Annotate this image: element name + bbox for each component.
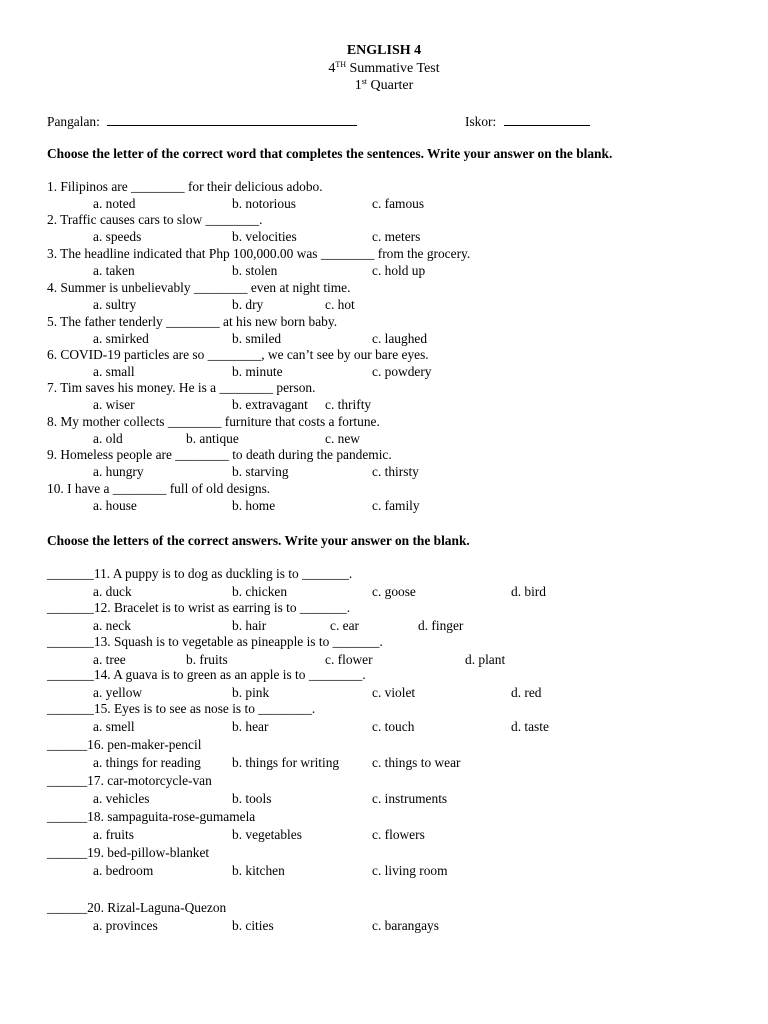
question-11: _______11. A puppy is to dog as duckling is to _______. xyxy=(47,566,353,581)
choice-option: c. powdery xyxy=(372,364,432,379)
choice-option: a. old xyxy=(93,431,123,446)
choice-option: d. taste xyxy=(511,719,549,734)
choice-option: b. extravagant xyxy=(232,397,308,412)
question-5: 5. The father tenderly ________ at his new born baby. xyxy=(47,314,338,329)
choice-option: a. provinces xyxy=(93,918,158,933)
choice-option: a. taken xyxy=(93,263,135,278)
question-12: _______12. Bracelet is to wrist as earring is to _______. xyxy=(47,600,351,615)
score-field xyxy=(465,112,590,130)
question-2: 2. Traffic causes cars to slow ________. xyxy=(47,212,263,227)
quarter-suffix: st xyxy=(361,77,368,86)
name-label: Pangalan: xyxy=(47,114,100,129)
choice-option: b. chicken xyxy=(232,584,288,599)
choice-option: a. smirked xyxy=(93,331,149,346)
test-title: ENGLISH 4 xyxy=(346,43,422,58)
quarter-number: 1 xyxy=(354,78,362,93)
choice-option: b. smiled xyxy=(232,331,282,346)
choice-option: c. thrifty xyxy=(325,397,372,412)
choice-option: c. goose xyxy=(372,584,416,599)
question-4: 4. Summer is unbelievably ________ even at night time. xyxy=(47,280,351,295)
choice-option: b. notorious xyxy=(232,196,296,211)
choice-option: a. speeds xyxy=(93,229,142,244)
question-9: 9. Homeless people are ________ to death during the pandemic. xyxy=(47,447,392,462)
quarter-label xyxy=(0,78,768,94)
test-number-suffix: TH xyxy=(335,60,346,69)
choice-option: d. bird xyxy=(511,584,546,599)
name-field xyxy=(47,112,357,130)
choice-option: b. stolen xyxy=(232,263,278,278)
choice-option: a. things for reading xyxy=(93,755,201,770)
section-2-instruction: Choose the letters of the correct answers. Write your answer on the blank. xyxy=(47,533,470,548)
choice-option: c. violet xyxy=(372,685,416,700)
score-label: Iskor: xyxy=(465,114,497,129)
choice-option: c. family xyxy=(372,498,420,513)
name-blank[interactable] xyxy=(107,112,357,126)
choice-option: c. things to wear xyxy=(372,755,461,770)
question-15: _______15. Eyes is to see as nose is to ________. xyxy=(47,701,316,716)
question-20: ______20. Rizal-Laguna-Quezon xyxy=(47,900,227,915)
choice-option: b. pink xyxy=(232,685,270,700)
choice-option: c. thirsty xyxy=(372,464,419,479)
choice-option: d. red xyxy=(511,685,542,700)
choice-option: c. flowers xyxy=(372,827,425,842)
choice-option: b. antique xyxy=(186,431,239,446)
choice-option: b. minute xyxy=(232,364,283,379)
choice-option: d. finger xyxy=(418,618,464,633)
choice-option: a. smell xyxy=(93,719,135,734)
choice-option: b. starving xyxy=(232,464,289,479)
section-1-instruction: Choose the letter of the correct word that completes the sentences. Write your answer on the blank. xyxy=(47,146,613,161)
question-7: 7. Tim saves his money. He is a ________ person. xyxy=(47,380,316,395)
choice-option: c. instruments xyxy=(372,791,448,806)
choice-option: a. neck xyxy=(93,618,131,633)
question-17: ______17. car-motorcycle-van xyxy=(47,773,212,788)
question-10: 10. I have a ________ full of old designs. xyxy=(47,481,271,496)
choice-option: a. house xyxy=(93,498,137,513)
choice-option: a. noted xyxy=(93,196,136,211)
question-8: 8. My mother collects ________ furniture that costs a fortune. xyxy=(47,414,380,429)
choice-option: a. hungry xyxy=(93,464,144,479)
choice-option: b. dry xyxy=(232,297,264,312)
choice-option: b. cities xyxy=(232,918,274,933)
test-number: 4 xyxy=(328,61,336,76)
choice-option: a. vehicles xyxy=(93,791,150,806)
choice-option: a. fruits xyxy=(93,827,134,842)
choice-option: a. tree xyxy=(93,652,126,667)
question-3: 3. The headline indicated that Php 100,000.00 was ________ from the grocery. xyxy=(47,246,471,261)
test-subtitle xyxy=(0,61,768,77)
choice-option: b. vegetables xyxy=(232,827,302,842)
choice-option: a. sultry xyxy=(93,297,137,312)
choice-option: c. hot xyxy=(325,297,355,312)
choice-option: c. barangays xyxy=(372,918,439,933)
choice-option: a. duck xyxy=(93,584,132,599)
choice-option: c. meters xyxy=(372,229,421,244)
choice-option: b. velocities xyxy=(232,229,297,244)
question-13: _______13. Squash is to vegetable as pineapple is to _______. xyxy=(47,634,383,649)
choice-option: c. famous xyxy=(372,196,425,211)
choice-option: c. flower xyxy=(325,652,373,667)
question-18: ______18. sampaguita-rose-gumamela xyxy=(47,809,256,824)
choice-option: c. laughed xyxy=(372,331,428,346)
score-blank[interactable] xyxy=(504,112,590,126)
question-14: _______14. A guava is to green as an apple is to ________. xyxy=(47,667,366,682)
choice-option: b. tools xyxy=(232,791,272,806)
question-16: ______16. pen-maker-pencil xyxy=(47,737,202,752)
choice-option: c. ear xyxy=(330,618,359,633)
choice-option: b. hear xyxy=(232,719,269,734)
choice-option: c. hold up xyxy=(372,263,426,278)
choice-option: b. things for writing xyxy=(232,755,340,770)
choice-option: a. yellow xyxy=(93,685,143,700)
choice-option: c. living room xyxy=(372,863,448,878)
choice-option: b. hair xyxy=(232,618,267,633)
choice-option: a. bedroom xyxy=(93,863,154,878)
choice-option: c. new xyxy=(325,431,360,446)
choice-option: a. small xyxy=(93,364,135,379)
question-19: ______19. bed-pillow-blanket xyxy=(47,845,210,860)
question-6: 6. COVID-19 particles are so ________, we can’t see by our bare eyes. xyxy=(47,347,429,362)
quarter-name: Quarter xyxy=(367,78,414,93)
choice-option: c. touch xyxy=(372,719,415,734)
choice-option: b. home xyxy=(232,498,276,513)
choice-option: a. wiser xyxy=(93,397,135,412)
test-name: Summative Test xyxy=(346,61,440,76)
question-1: 1. Filipinos are ________ for their delicious adobo. xyxy=(47,179,323,194)
choice-option: b. fruits xyxy=(186,652,228,667)
choice-option: b. kitchen xyxy=(232,863,285,878)
choice-option: d. plant xyxy=(465,652,506,667)
